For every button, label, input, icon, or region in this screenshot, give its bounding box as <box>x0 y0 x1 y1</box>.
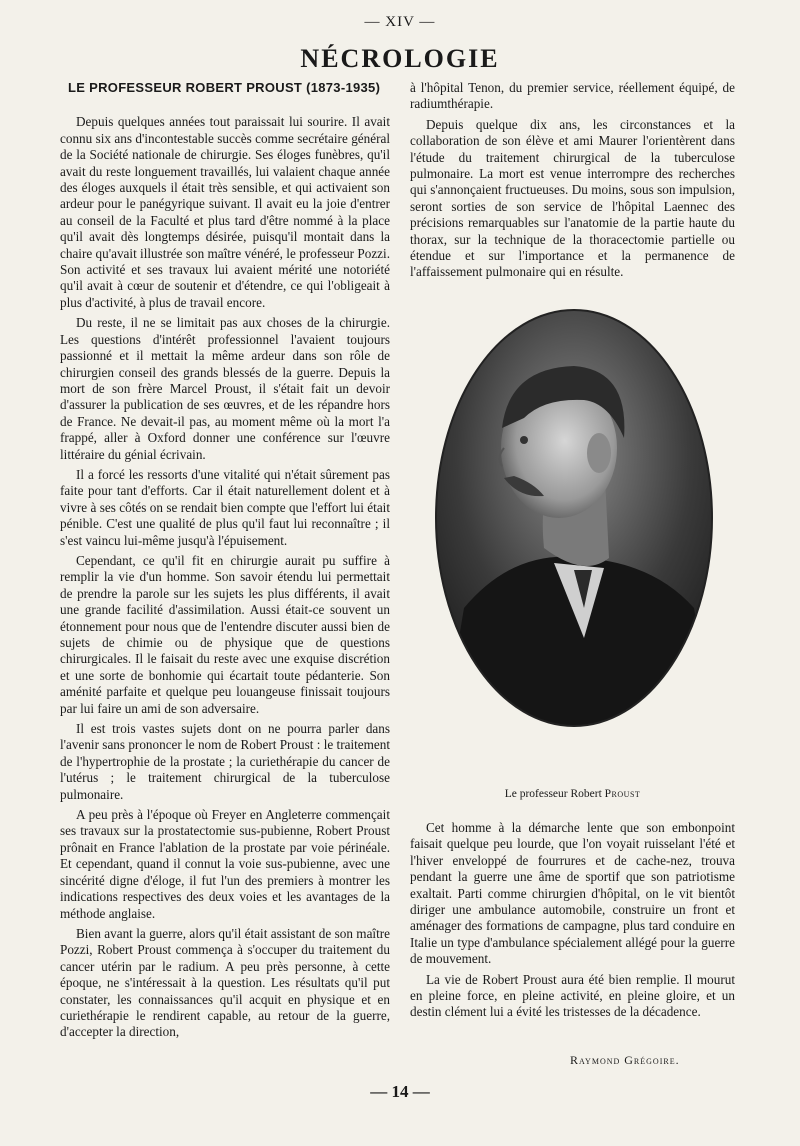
paragraph: La vie de Robert Proust aura été bien remplie. Il mourut en pleine force, en pleine activité, en pleine gloire, et un destin clément lui a évité les tristesses de la décadence. <box>410 971 735 1020</box>
right-column-bottom <box>410 820 735 1025</box>
photo-caption <box>410 788 735 800</box>
paragraph: Depuis quelque dix ans, les circonstances et la collaboration de son élève et ami Maurer l'orientèrent dans l'étude du traitement chirurgical de la tuberculose pulmonaire. La mort est venue interrompre des recherches qui s'annonçaient fructueuses. Du moins, sous son impulsion, seront sorties de son service de l'hôpital Laennec des précisions remarquables sur l'anatomie de la partie haute du thorax, sur la technique de la thoracectomie partielle ou étendue et sur l'importance et la permanence de l'affaissement pulmonaire qui en résulte. <box>410 116 735 280</box>
paragraph: Cependant, ce qu'il fit en chirurgie aurait pu suffire à remplir la vie d'un homme. Son savoir étendu lui permettait de prendre la parole sur les sujets les plus différents, il avait une grande facilité d'assimilation. Aussi était-ce souvent un étonnement pour nous que de l'entendre discuter aussi bien de sujets de chimie ou de physique que de questions chirurgicales. Il le faisait du reste avec une exquise discrétion et une sorte de bonhomie qui écartait toute pédanterie. Son aménité parfaite et quelque peu louangeuse finissait toujours par lui faire un ami de son adversaire. <box>60 552 390 716</box>
page-number: — 14 — <box>370 1082 430 1101</box>
paragraph: Il est trois vastes sujets dont on ne pourra parler dans l'avenir sans prononcer le nom de Robert Proust : le traitement de l'hypertrophie de la prostate ; la curiethérapie du cancer de l'utérus ; le traitement chirurgical de la tuberculose pulmonaire. <box>60 721 390 802</box>
caption-name: Proust <box>604 788 641 800</box>
author-signature: Raymond Grégoire. <box>570 1053 680 1067</box>
paragraph: Cet homme à la démarche lente que son embonpoint faisait quelque peu lourde, que l'on voyait ruisselant l'été et l'hiver enveloppé de fourrures et de cache-nez, trouva pendant la guerre une âme de sportif que son patriotisme exaltait. Parti comme chirurgien d'hôpital, on le vit bientôt diriger une ambulance automobile, construire un front et aménager des formations de campagne, plus tard conduire en Italie un type d'ambulance spécialement allégé pour la guerre de mouvement. <box>410 820 735 967</box>
paragraph: Du reste, il ne se limitait pas aux choses de la chirurgie. Les questions d'intérêt professionnel l'avaient toujours passionné et il mettait la même ardeur dans son rôle de chirurgien conseil des grands blessés de la guerre. Depuis la mort de son frère Marcel Proust, il s'était fait un devoir d'assurer la publication de ses œuvres, et de les répandre hors de France. Ne devait-il pas, au moment même où la mort l'a frappé, aller à Oxford donner une conférence sur l'œuvre littéraire du génial écrivain. <box>60 315 390 462</box>
roman-page-number: — XIV — <box>364 14 436 30</box>
caption-prefix: Le professeur Robert <box>504 788 602 800</box>
section-title: NÉCROLOGIE <box>300 44 500 73</box>
paragraph: Depuis quelques années tout paraissait lui sourire. Il avait connu six ans d'incontestable succès comme secrétaire général de la Société nationale de chirurgie. Ses éloges funèbres, qu'il avait du reste longuement travaillés, lui valaient chaque année des éloges auxquels il était très sensible, et qui activaient son ardeur pour le panégyrique suivant. Il avait eu la joie d'entrer au conseil de la Faculté et plus tard d'être nommé à la place qu'il avait dès longtemps désirée, puisqu'il montait dans la chaire qu'avait illustrée son maître vénéré, le professeur Pozzi. Son activité et ses travaux lui avaient mérité une notoriété qu'il avait à cœur de soutenir et d'étendre, ce qui l'obligeait à plus d'activité, à plus de travail encore. <box>60 114 390 310</box>
paragraph: à l'hôpital Tenon, du premier service, réellement équipé, de radiumthérapie. <box>410 80 735 112</box>
right-column-top <box>410 80 735 285</box>
article-title: LE PROFESSEUR ROBERT PROUST (1873-1935) <box>68 80 381 95</box>
paragraph: Bien avant la guerre, alors qu'il était assistant de son maître Pozzi, Robert Proust commença à s'occuper du traitement du cancer utérin par le radium. A peu près personne, à cette époque, ne s'intéressait à la question. Les résultats qu'il put constater, les connaissances qu'il acquit en physique et en curiethérapie le rendirent capable, au retour de la guerre, d'accepter la direction, <box>60 925 390 1040</box>
paragraph: A peu près à l'époque où Freyer en Angleterre commençait ses travaux sur la prostatectomie sus-pubienne, Robert Proust prônait en France l'ablation de la prostate par voie périnéale. Et cependant, quand il connut la voie sus-pubienne, avec une sincérité digne d'éloge, il fut l'un des premiers à montrer les indications respectives des deux voies et les avantages de la méthode anglaise. <box>60 807 390 921</box>
paragraph: Il a forcé les ressorts d'une vitalité qui n'était sûrement pas faite pour tant d'efforts. Car il était naturellement dolent et à vivre à ses côtés on se rendait bien compte que l'effort lui était pénible. C'est une qualité de plus qu'il faut lui reconnaître ; il s'est vaincu lui-même jusqu'à l'épuisement. <box>60 466 390 548</box>
portrait-photo <box>434 308 714 728</box>
left-column <box>60 80 390 1045</box>
